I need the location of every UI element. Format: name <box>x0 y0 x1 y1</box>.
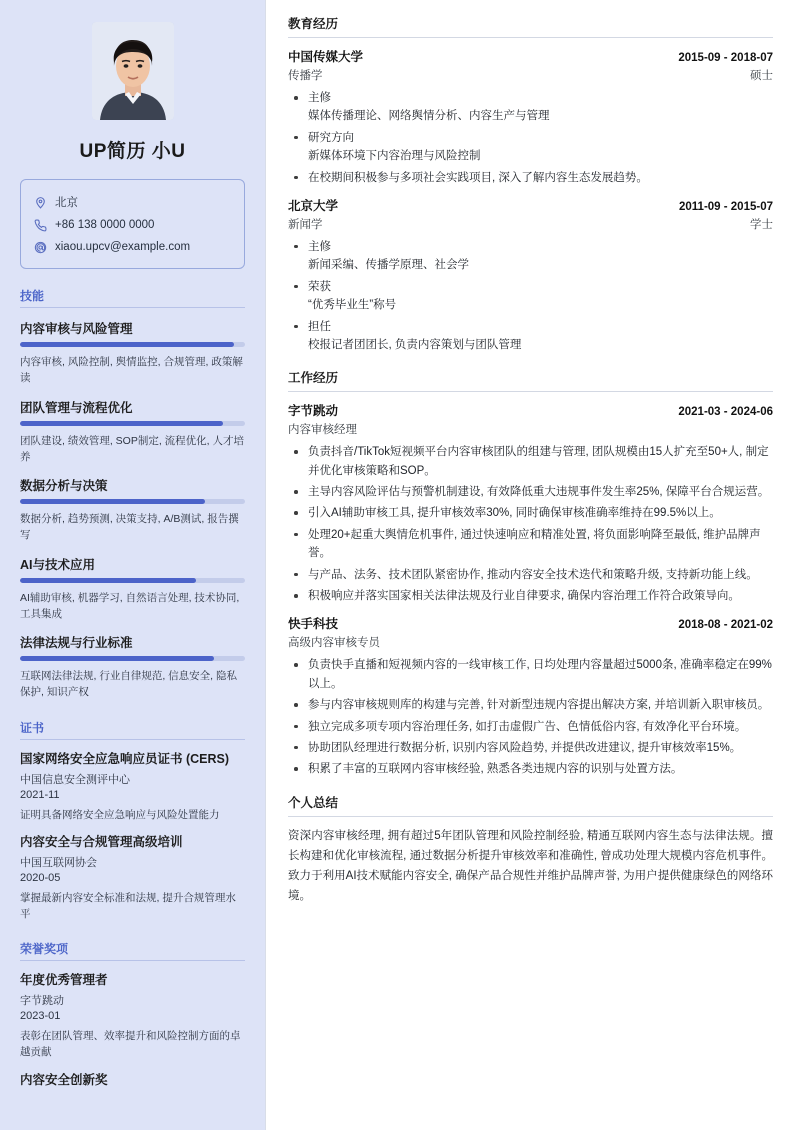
bullet-body: 媒体传播理论、网络舆情分析、内容生产与管理 <box>308 110 550 123</box>
sidebar-section-title-awards: 荣誉奖项 <box>20 940 245 961</box>
cert-item <box>20 751 245 823</box>
skill-desc: AI辅助审核, 机器学习, 自然语言处理, 技术协同, 工具集成 <box>20 591 240 620</box>
award-org: 字节跳动 <box>20 995 64 1008</box>
award-item <box>20 1072 245 1089</box>
school-major: 新闻学 <box>288 218 323 231</box>
award-date: 2023-01 <box>20 1010 61 1023</box>
contact-email-value: xiaou.upcv@example.com <box>55 241 191 253</box>
education-bullets <box>288 89 773 187</box>
skill-bar <box>20 421 245 426</box>
summary-text: 资深内容审核经理, 拥有超过5年团队管理和风险控制经验, 精通互联网内容生态与法律法规。擅长构建和优化审核流程, 通过数据分析提升审核效率和准确性, 曾成功处理大规模内容危机事件。致力于利用AI技术赋能内容安全, 确保产品合规性并维护品牌声誉, 为用户提供健康绿色的网络环境。 <box>288 829 773 903</box>
section-experience <box>288 368 773 778</box>
company-name: 快手科技 <box>288 617 339 632</box>
bullet-body: 协助团队经理进行数据分析, 识别内容风险趋势, 并提供改进建议, 提升审核效率15%。 <box>308 741 742 754</box>
skill-name: 团队管理与流程优化 <box>20 400 133 415</box>
location-pin-icon <box>33 195 47 209</box>
bullet-body: 新媒体环境下内容治理与风险控制 <box>308 150 481 163</box>
list-item <box>288 318 773 355</box>
phone-icon <box>33 218 47 232</box>
skill-desc: 数据分析, 趋势预测, 决策支持, A/B测试, 报告撰写 <box>20 513 239 542</box>
bullet-body: 参与内容审核规则库的构建与完善, 针对新型违规内容提出解决方案, 并培训新入职审核员。 <box>308 699 770 712</box>
skill-bar <box>20 499 245 504</box>
bullet-body: 新闻采编、传播学原理、社会学 <box>308 259 469 272</box>
avatar <box>92 22 174 120</box>
cert-org: 中国信息安全测评中心 <box>20 773 130 786</box>
experience-bullets <box>288 443 773 605</box>
bullet-label: 主修 <box>308 92 331 104</box>
contact-email <box>33 236 232 258</box>
skill-bar-fill <box>20 499 205 504</box>
skill-bar-fill <box>20 421 223 426</box>
skill-bar-fill <box>20 656 214 661</box>
contact-location-value: 北京 <box>55 197 78 209</box>
bullet-body: 主导内容风险评估与预警机制建设, 有效降低重大违规事件发生率25%, 保障平台合规运营。 <box>308 486 770 499</box>
contact-box <box>20 179 245 269</box>
school-name: 中国传媒大学 <box>288 50 364 64</box>
bullet-body: 负责快手直播和短视频内容的一线审核工作, 日均处理内容量超过5000条, 准确率稳定在99%以上。 <box>308 659 772 690</box>
list-item <box>288 443 773 480</box>
company-name: 字节跳动 <box>288 404 339 419</box>
bullet-body: “优秀毕业生”称号 <box>308 299 397 312</box>
education-entry <box>288 196 773 354</box>
skill-bar-fill <box>20 578 196 583</box>
main-content <box>266 0 799 1130</box>
bullet-body: 处理20+起重大舆情危机事件, 通过快速响应和精准处置, 将负面影响降至最低, 维护品牌声誉。 <box>308 528 761 560</box>
experience-entry <box>288 614 773 778</box>
school-date: 2015-09 - 2018-07 <box>678 52 773 64</box>
education-bullets <box>288 238 773 354</box>
skill-item <box>20 633 245 701</box>
bullet-label: 荣获 <box>308 280 331 293</box>
skill-bar <box>20 578 245 583</box>
award-desc: 表彰在团队管理、效率提升和风险控制方面的卓越贡献 <box>20 1030 241 1059</box>
skill-name: 内容审核与风险管理 <box>20 322 133 336</box>
cert-desc: 证明具备网络安全应急响应与风险处置能力 <box>20 808 220 821</box>
award-item <box>20 972 245 1060</box>
school-degree: 学士 <box>750 218 773 231</box>
school-degree: 硕士 <box>750 70 773 82</box>
skill-desc: 团队建设, 绩效管理, SOP制定, 流程优化, 人才培养 <box>20 434 245 463</box>
list-item <box>288 278 773 315</box>
award-name: 年度优秀管理者 <box>20 973 108 988</box>
skill-desc: 互联网法律法规, 行业自律规范, 信息安全, 隐私保护, 知识产权 <box>20 670 238 699</box>
cert-org: 中国互联网协会 <box>20 856 97 869</box>
contact-phone <box>33 214 232 236</box>
section-title-experience: 工作经历 <box>288 368 773 392</box>
bullet-body: 引入AI辅助审核工具, 提升审核效率30%, 同时确保审核准确率维持在99.5%以上。 <box>308 507 721 520</box>
skill-item <box>20 555 245 623</box>
contact-location <box>33 190 232 214</box>
bullet-body: 负责抖音/TikTok短视频平台内容审核团队的组建与管理, 团队规模由15人扩充至50+人, 制定并优化审核策略和SOP。 <box>308 446 769 477</box>
skill-name: 数据分析与决策 <box>20 479 108 494</box>
job-role: 内容审核经理 <box>288 424 357 437</box>
sidebar <box>0 0 265 1130</box>
bullet-label: 研究方向 <box>308 131 354 144</box>
skill-item <box>20 398 245 466</box>
list-item <box>288 504 773 522</box>
list-item <box>288 169 773 187</box>
avatar-wrap <box>20 22 245 120</box>
list-item <box>288 89 773 126</box>
email-icon <box>33 240 47 254</box>
list-item <box>288 238 773 275</box>
skill-item <box>20 319 245 387</box>
experience-entry <box>288 401 773 605</box>
skill-bar-fill <box>20 342 234 347</box>
bullet-body: 积累了丰富的互联网内容审核经验, 熟悉各类违规内容的识别与处置方法。 <box>308 763 683 776</box>
list-item <box>288 587 773 605</box>
school-date: 2011-09 - 2015-07 <box>679 200 773 213</box>
skill-desc: 内容审核, 风险控制, 舆情监控, 合规管理, 政策解读 <box>20 356 243 385</box>
bullet-body: 在校期间积极参与多项社会实践项目, 深入了解内容生态发展趋势。 <box>308 171 648 184</box>
page-title: UP简历 小U <box>79 141 186 162</box>
list-item <box>288 760 773 778</box>
skill-name: AI与技术应用 <box>20 557 96 572</box>
experience-bullets <box>288 656 773 778</box>
list-item <box>288 526 773 563</box>
cert-name: 国家网络安全应急响应员证书 (CERS) <box>20 751 230 766</box>
cert-date: 2020-05 <box>20 871 61 884</box>
bullet-body: 积极响应并落实国家相关法律法规及行业自律要求, 确保内容治理工作符合政策导向。 <box>308 590 740 603</box>
skill-bar <box>20 342 245 347</box>
skill-item <box>20 476 245 544</box>
education-entry <box>288 47 773 187</box>
avatar-photo-icon <box>92 22 174 120</box>
list-item <box>288 718 773 736</box>
bullet-body: 与产品、法务、技术团队紧密协作, 推动内容安全技术迭代和策略升级, 支持新功能上线。 <box>308 568 758 581</box>
list-item <box>288 696 773 714</box>
school-major: 传播学 <box>288 70 323 82</box>
company-date: 2018-08 - 2021-02 <box>678 619 773 632</box>
company-date: 2021-03 - 2024-06 <box>678 406 773 419</box>
list-item <box>288 483 773 501</box>
cert-item <box>20 834 245 922</box>
bullet-label: 主修 <box>308 240 331 253</box>
cert-date: 2021-11 <box>20 788 60 801</box>
section-summary <box>288 793 773 907</box>
cert-name: 内容安全与合规管理高级培训 <box>20 834 183 849</box>
list-item <box>288 129 773 166</box>
job-role: 高级内容审核专员 <box>288 637 380 650</box>
section-title-education: 教育经历 <box>288 14 773 38</box>
section-title-summary: 个人总结 <box>288 793 773 817</box>
skill-name: 法律法规与行业标准 <box>20 636 133 651</box>
list-item <box>288 566 773 584</box>
school-name: 北京大学 <box>288 198 339 213</box>
sidebar-section-title-skills: 技能 <box>20 287 245 308</box>
bullet-body: 独立完成多项专项内容治理任务, 如打击虚假广告、色情低俗内容, 有效净化平台环境。 <box>308 720 747 733</box>
bullet-label: 担任 <box>308 320 331 333</box>
list-item <box>288 656 773 693</box>
award-name: 内容安全创新奖 <box>20 1072 108 1087</box>
cert-desc: 掌握最新内容安全标准和法规, 提升合规管理水平 <box>20 891 236 920</box>
skill-bar <box>20 656 245 661</box>
bullet-body: 校报记者团团长, 负责内容策划与团队管理 <box>308 338 522 351</box>
section-education <box>288 14 773 354</box>
contact-phone-value: +86 138 0000 0000 <box>55 219 155 231</box>
sidebar-section-title-certs: 证书 <box>20 719 245 740</box>
list-item <box>288 739 773 757</box>
